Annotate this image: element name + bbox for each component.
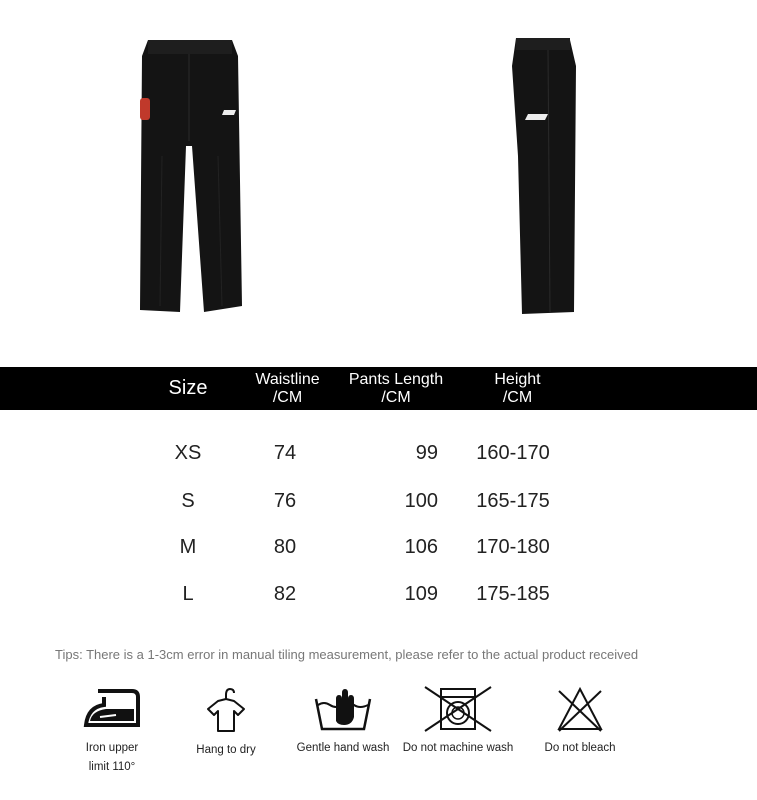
length-cell: 100 [404, 490, 438, 512]
pants-side-image [508, 36, 583, 316]
iron-icon [78, 685, 146, 733]
no-machine-wash-icon [398, 685, 518, 733]
hanger-shirt-icon [188, 685, 264, 735]
length-cell: 109 [404, 583, 438, 605]
waist-cell: 80 [273, 536, 297, 558]
header-height: Height /CM [494, 370, 541, 406]
care-hang-dry: Hang to dry [188, 685, 264, 760]
no-bleach-icon [538, 685, 622, 733]
table-row [0, 579, 757, 609]
waist-cell: 82 [273, 583, 297, 605]
pants-front-image [132, 36, 247, 316]
length-cell: 99 [415, 442, 438, 464]
header-waistline: Waistline /CM [255, 370, 320, 406]
table-row [0, 532, 757, 562]
care-hand-wash: Gentle hand wash [293, 685, 393, 758]
size-cell: XS [174, 442, 202, 464]
table-row [0, 486, 757, 516]
measurement-tips: Tips: There is a 1-3cm error in manual tiling measurement, please refer to the actual product received [55, 647, 639, 662]
size-cell: S [181, 490, 195, 512]
length-cell: 106 [404, 536, 438, 558]
hand-wash-icon [293, 685, 393, 733]
size-table-header [0, 367, 757, 410]
care-no-machine-wash: Do not machine wash [398, 685, 518, 758]
height-cell: 175-185 [476, 583, 550, 605]
care-iron: Iron upper limit 110° [78, 685, 146, 777]
height-cell: 170-180 [476, 536, 550, 558]
table-row [0, 438, 757, 468]
waist-cell: 76 [273, 490, 297, 512]
header-size: Size [168, 377, 208, 399]
size-cell: L [182, 583, 194, 605]
care-no-bleach: Do not bleach [538, 685, 622, 758]
size-cell: M [179, 536, 197, 558]
height-cell: 165-175 [476, 490, 550, 512]
waist-cell: 74 [273, 442, 297, 464]
height-cell: 160-170 [476, 442, 550, 464]
header-pants-length: Pants Length /CM [348, 370, 444, 406]
